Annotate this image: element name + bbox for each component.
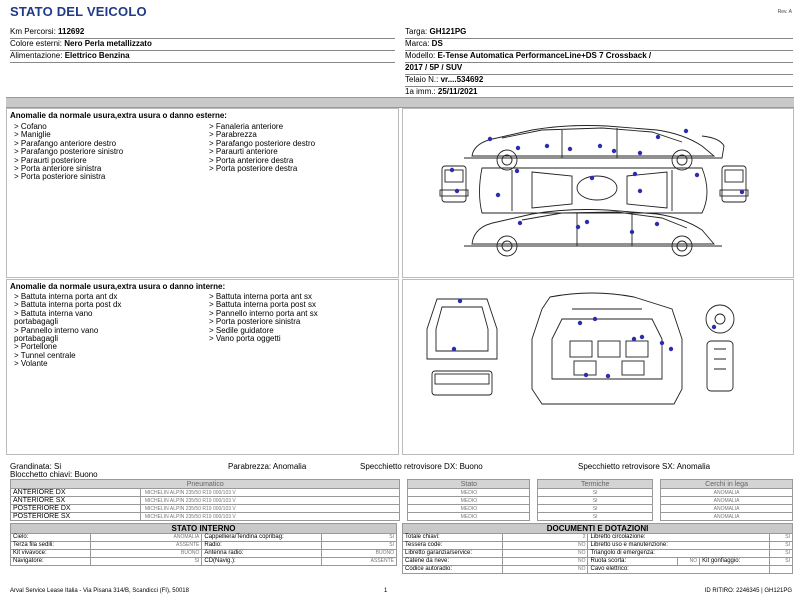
table-cell: Kit gonfiaggio: <box>700 558 770 566</box>
table-row <box>403 542 793 550</box>
table-cell <box>530 497 538 505</box>
table-cell: Libretto uso e manutenzione: <box>588 542 770 550</box>
table-cell: BUONO <box>90 550 202 558</box>
footer-company: Arval Service Lease Italia - Via Pisana 314/B, Scandicci (FI), 50018 <box>10 588 189 594</box>
fuel-row: Alimentazione: Elettrico Benzina <box>10 50 395 63</box>
table-cell: NO <box>502 550 588 558</box>
table-cell: POSTERIORE DX <box>11 505 141 513</box>
list-item: > Pannello interno vano <box>14 325 99 335</box>
table-cell: MEDIO <box>408 497 530 505</box>
car-rear-view <box>720 166 748 202</box>
table-cell: ANOMALIA <box>661 505 793 513</box>
damage-marker <box>640 335 644 339</box>
color-row: Colore esterni: Nero Perla metallizzato <box>10 38 395 51</box>
damage-marker <box>669 347 673 351</box>
list-item: > Fanaleria anteriore <box>209 122 284 131</box>
interior-status-title: STATO INTERNO <box>10 523 397 534</box>
list-item: > Porta anteriore destra <box>209 155 294 165</box>
table-cell <box>400 480 408 489</box>
damage-marker <box>632 337 636 341</box>
table-row <box>403 534 793 542</box>
table-cell <box>653 513 661 521</box>
table-cell: MICHELIN ALPIN 235/50 R19 000/103 V <box>140 505 400 513</box>
documents-table <box>402 533 793 574</box>
table-cell: SI <box>538 505 653 513</box>
footer-id: ID RITIRO: 2246345 | GH121PG <box>704 588 792 594</box>
damage-marker <box>590 176 594 180</box>
table-cell <box>653 489 661 497</box>
damage-marker <box>593 317 597 321</box>
mirror-sx-status: Specchietto retrovisore SX: Anomalia <box>578 462 711 471</box>
interior-car-diagram <box>402 279 794 455</box>
damage-marker <box>518 221 522 225</box>
list-item: > Cofano <box>14 122 47 131</box>
list-item: > Porta posteriore destra <box>209 164 298 174</box>
damage-marker <box>450 168 454 172</box>
table-cell: Totale chiavi: <box>403 534 503 542</box>
damage-marker <box>568 147 572 151</box>
table-cell: SI <box>322 534 397 542</box>
table-cell: SI <box>322 542 397 550</box>
table-cell: ANTERIORE SX <box>11 497 141 505</box>
external-damage-list-1 <box>14 123 123 182</box>
table-cell: Radio: <box>202 542 322 550</box>
table-cell <box>400 513 408 521</box>
list-item: portabagagli <box>14 334 59 344</box>
table-cell: SI <box>90 558 202 566</box>
car-side-view-bottom <box>464 210 722 257</box>
table-cell: Cielo: <box>11 534 91 542</box>
km-row: Km Percorsi: 112692 <box>10 26 395 39</box>
trunk-view <box>427 299 497 395</box>
internal-damage-list-2 <box>209 293 318 343</box>
damage-marker <box>740 190 744 194</box>
table-row <box>11 497 793 505</box>
table-cell: ANOMALIA <box>661 489 793 497</box>
table-cell: SI <box>770 542 793 550</box>
table-cell: MEDIO <box>408 489 530 497</box>
table-cell: NO <box>502 558 588 566</box>
tyres-table <box>10 479 793 521</box>
damage-marker <box>598 144 602 148</box>
steering-view <box>706 305 734 391</box>
list-item: > Porta posteriore sinistra <box>14 172 106 182</box>
table-cell <box>530 480 538 489</box>
damage-marker <box>606 374 610 378</box>
table-cell: Terza fila sedili: <box>11 542 91 550</box>
table-row <box>11 505 793 513</box>
windshield-status: Parabrezza: Anomalia <box>228 462 307 471</box>
column-header: Cerchi in lega <box>661 480 793 489</box>
table-cell: NO <box>678 558 700 566</box>
table-cell <box>653 505 661 513</box>
cabin-top-view <box>532 293 682 404</box>
damage-marker <box>585 220 589 224</box>
table-cell: Catene da neve: <box>403 558 503 566</box>
car-top-view <box>480 168 708 213</box>
table-cell <box>653 497 661 505</box>
table-cell: Triangolo di emergenza: <box>588 550 770 558</box>
list-item: > Parafango anteriore destro <box>14 138 117 148</box>
table-cell: ANOMALIA <box>661 497 793 505</box>
vin-row: Telaio N.: vr....534692 <box>405 74 793 87</box>
damage-marker <box>516 146 520 150</box>
damage-marker <box>496 193 500 197</box>
table-cell: Antenna radio: <box>202 550 322 558</box>
table-row <box>403 566 793 574</box>
page-title: STATO DEL VEICOLO <box>10 4 147 19</box>
internal-damage-list-1 <box>14 293 121 369</box>
table-cell: SI <box>538 513 653 521</box>
damage-marker <box>656 135 660 139</box>
list-item: > Pannello interno porta ant sx <box>209 308 318 318</box>
table-cell: ASSENTE <box>90 542 202 550</box>
table-row <box>11 558 397 566</box>
table-cell: SI <box>770 558 793 566</box>
list-item: > Vano porta oggetti <box>209 334 281 344</box>
table-cell <box>530 513 538 521</box>
table-row <box>11 542 397 550</box>
table-cell: BUONO <box>322 550 397 558</box>
list-item: > Battuta interna porta ant dx <box>14 292 118 301</box>
table-cell: NO <box>502 566 588 574</box>
list-item: > Paraurti posteriore <box>14 155 87 165</box>
list-item: > Battuta interna porta post dx <box>14 300 122 310</box>
list-item: > Battuta interna vano <box>14 308 93 318</box>
table-cell: Kit vivavoce: <box>11 550 91 558</box>
table-cell <box>530 505 538 513</box>
list-item: > Porta anteriore sinistra <box>14 164 102 174</box>
registration-row: 1a imm.: 25/11/2021 <box>405 86 793 99</box>
table-cell <box>770 566 793 574</box>
footer-page-number: 1 <box>384 588 388 594</box>
column-header: Stato <box>408 480 530 489</box>
table-row <box>11 513 793 521</box>
plate-row: Targa: GH121PG <box>405 26 793 39</box>
list-item: portabagagli <box>14 317 59 327</box>
damage-marker <box>515 169 519 173</box>
list-item: > Porta posteriore sinistra <box>209 317 301 327</box>
table-row <box>403 550 793 558</box>
model-row: Modello: E-Tense Automatica PerformanceLine+DS 7 Crossback / <box>405 50 793 63</box>
list-item: > Parabrezza <box>209 130 257 140</box>
damage-marker <box>660 341 664 345</box>
list-item: > Tunnel centrale <box>14 350 76 360</box>
key-lock-status: Blocchetto chiavi: Buono <box>10 470 98 479</box>
table-cell: NO <box>502 542 588 550</box>
damage-marker <box>578 321 582 325</box>
table-cell: 2 <box>502 534 588 542</box>
table-cell: Cavo elettrico: <box>588 566 770 574</box>
damage-marker <box>684 129 688 133</box>
damage-marker <box>712 325 716 329</box>
damage-marker <box>655 222 659 226</box>
damage-marker <box>545 144 549 148</box>
table-header-row <box>11 480 793 489</box>
interior-status-table <box>10 533 397 566</box>
mirror-dx-status: Specchietto retrovisore DX: Buono <box>360 462 483 471</box>
list-item: > Parafango posteriore sinistro <box>14 147 124 157</box>
table-cell: SI <box>538 489 653 497</box>
table-cell: MEDIO <box>408 505 530 513</box>
table-cell: SI <box>770 550 793 558</box>
brand-row: Marca: DS <box>405 38 793 51</box>
damage-marker <box>584 373 588 377</box>
list-item: > Battuta interna porta ant sx <box>209 292 312 301</box>
car-front-view <box>440 166 468 202</box>
exterior-car-diagram <box>402 108 794 278</box>
table-cell: Cappelliera/Tendina copribag: <box>202 534 322 542</box>
table-cell: Codice autoradio: <box>403 566 503 574</box>
list-item: > Maniglie <box>14 130 51 140</box>
table-cell: POSTERIORE SX <box>11 513 141 521</box>
damage-marker <box>452 347 456 351</box>
damage-marker <box>630 230 634 234</box>
external-damage-title: Anomalie da normale usura,extra usura o danno esterne: <box>10 111 227 120</box>
table-cell: SI <box>538 497 653 505</box>
list-item: > Sedile guidatore <box>209 325 274 335</box>
column-header: Pneumatico <box>11 480 400 489</box>
list-item: > Paraurti anteriore <box>209 147 278 157</box>
list-item: > Parafango posteriore destro <box>209 138 316 148</box>
table-row <box>11 550 397 558</box>
internal-damage-title: Anomalie da normale usura,extra usura o danno interne: <box>10 282 226 291</box>
table-cell: MEDIO <box>408 513 530 521</box>
table-cell: Libretto circolazione: <box>588 534 770 542</box>
damage-marker <box>488 137 492 141</box>
hail-status: Grandinata: Si <box>10 462 62 471</box>
column-header: Termiche <box>538 480 653 489</box>
damage-marker <box>612 149 616 153</box>
damage-marker <box>458 299 462 303</box>
damage-marker <box>695 173 699 177</box>
table-cell: SI <box>770 534 793 542</box>
table-cell: Libretto garanzia/service: <box>403 550 503 558</box>
model-row-2: 2017 / 5P / SUV <box>405 62 793 75</box>
table-cell <box>400 497 408 505</box>
documents-title: DOCUMENTI E DOTAZIONI <box>402 523 793 534</box>
table-cell: MICHELIN ALPIN 235/50 R19 000/103 V <box>140 489 400 497</box>
damage-marker <box>633 172 637 176</box>
table-cell: Tessera code: <box>403 542 503 550</box>
table-cell <box>400 505 408 513</box>
external-damage-list-2 <box>209 123 315 173</box>
table-cell: Navigatore: <box>11 558 91 566</box>
table-cell <box>530 489 538 497</box>
list-item: > Portellone <box>14 342 57 352</box>
damage-marker <box>638 151 642 155</box>
table-cell: ANTERIORE DX <box>11 489 141 497</box>
table-cell: ANOMALIA <box>90 534 202 542</box>
damage-marker <box>576 225 580 229</box>
list-item: > Volante <box>14 359 48 369</box>
table-cell: MICHELIN ALPIN 235/50 R19 000/103 V <box>140 497 400 505</box>
revision-label: Rev. A <box>777 9 792 15</box>
table-cell: ANOMALIA <box>661 513 793 521</box>
table-row <box>11 534 397 542</box>
table-cell: ASSENTE <box>322 558 397 566</box>
damage-marker <box>455 189 459 193</box>
table-cell: MICHELIN ALPIN 235/50 R19 000/103 V <box>140 513 400 521</box>
table-cell <box>400 489 408 497</box>
table-row <box>11 489 793 497</box>
section-separator <box>6 97 794 108</box>
table-cell: Ruota scorta: <box>588 558 678 566</box>
list-item: > Battuta interna porta post sx <box>209 300 316 310</box>
interior-damage-markers <box>452 299 716 378</box>
table-cell: CD(Navig.): <box>202 558 322 566</box>
damage-marker <box>638 189 642 193</box>
table-cell <box>653 480 661 489</box>
table-row <box>403 558 793 566</box>
